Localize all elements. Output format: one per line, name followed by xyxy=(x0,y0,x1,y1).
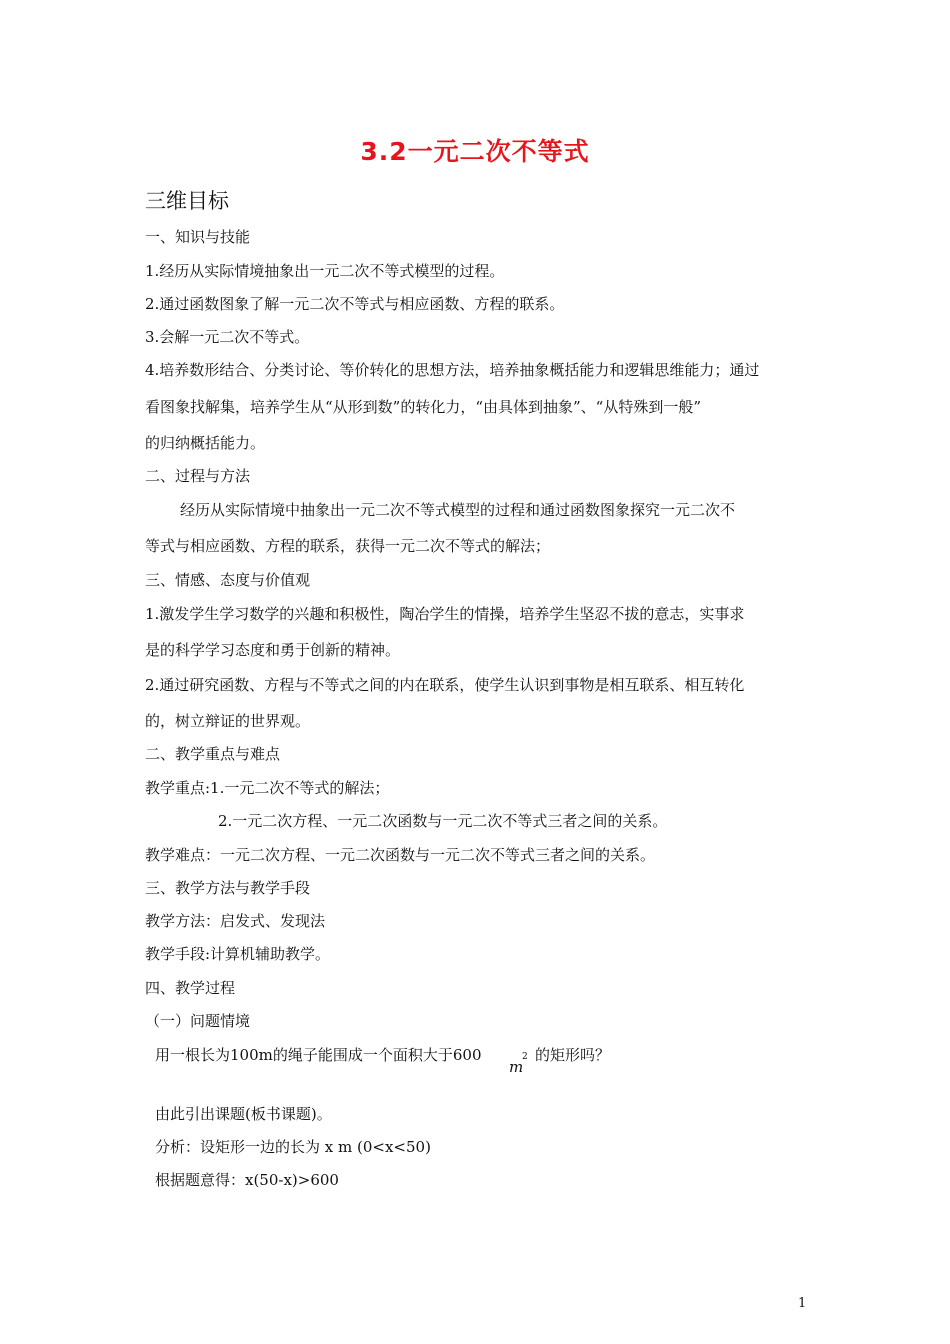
problem-text: 用一根长为100m的绳子能围成一个面积大于600 xyxy=(155,1046,482,1064)
text-line: 2.通过研究函数、方程与不等式之间的内在联系，使学生认识到事物是相互联系、相互转化 xyxy=(145,676,745,694)
text-line: 根据题意得：x(50-x)>600 xyxy=(155,1171,339,1189)
text-line: （一）问题情境 xyxy=(145,1012,251,1030)
text-line: 1.经历从实际情境抽象出一元二次不等式模型的过程。 xyxy=(145,262,505,280)
text-line: 三、情感、态度与价值观 xyxy=(145,571,311,589)
text-line: 的，树立辩证的世界观。 xyxy=(145,712,311,730)
text-line: 4.培养数形结合、分类讨论、等价转化的思想方法，培养抽象概括能力和逻辑思维能力；通过 xyxy=(145,361,760,379)
text-line: 二、教学重点与难点 xyxy=(145,745,281,763)
text-line: 经历从实际情境中抽象出一元二次不等式模型的过程和通过函数图象探究一元二次不 xyxy=(180,501,736,519)
text-line: 等式与相应函数、方程的联系，获得一元二次不等式的解法； xyxy=(145,537,551,555)
text-line: 看图象找解集，培养学生从“从形到数”的转化力，“由具体到抽象”、“从特殊到一般” xyxy=(145,398,702,416)
text-line: 教学方法：启发式、发现法 xyxy=(145,912,326,930)
document-title: 3.2一元二次不等式 xyxy=(360,137,590,166)
text-line: 2.通过函数图象了解一元二次不等式与相应函数、方程的联系。 xyxy=(145,295,565,313)
text-line: 1.激发学生学习数学的兴趣和积极性，陶冶学生的情操，培养学生坚忍不拔的意志，实事求 xyxy=(145,605,745,623)
text-line: 二、过程与方法 xyxy=(145,467,251,485)
page-number: 1 xyxy=(798,1296,807,1311)
text-line: 教学难点：一元二次方程、一元二次函数与一元二次不等式三者之间的关系。 xyxy=(145,846,656,864)
text-line: 一、知识与技能 xyxy=(145,228,251,246)
text-line: 的归纳概括能力。 xyxy=(145,434,266,452)
text-line: 分析：设矩形一边的长为 x m (0<x<50) xyxy=(155,1138,431,1156)
text-line: 四、教学过程 xyxy=(145,979,236,997)
text-line: 教学手段:计算机辅助教学。 xyxy=(145,945,331,963)
text-line: 2.一元二次方程、一元二次函数与一元二次不等式三者之间的关系。 xyxy=(218,812,668,830)
unit-m: m xyxy=(509,1058,524,1076)
text-line: 是的科学学习态度和勇于创新的精神。 xyxy=(145,641,401,659)
text-line: 3.会解一元二次不等式。 xyxy=(145,328,310,346)
text-line: 教学重点:1.一元二次不等式的解法； xyxy=(145,779,390,797)
unit-exponent: 2 xyxy=(522,1052,528,1062)
text-line: 由此引出课题(板书课题)。 xyxy=(155,1105,332,1123)
text-line: 三、教学方法与教学手段 xyxy=(145,879,311,897)
problem-text-end: 的矩形吗？ xyxy=(535,1046,611,1064)
section-heading: 三维目标 xyxy=(145,189,229,213)
